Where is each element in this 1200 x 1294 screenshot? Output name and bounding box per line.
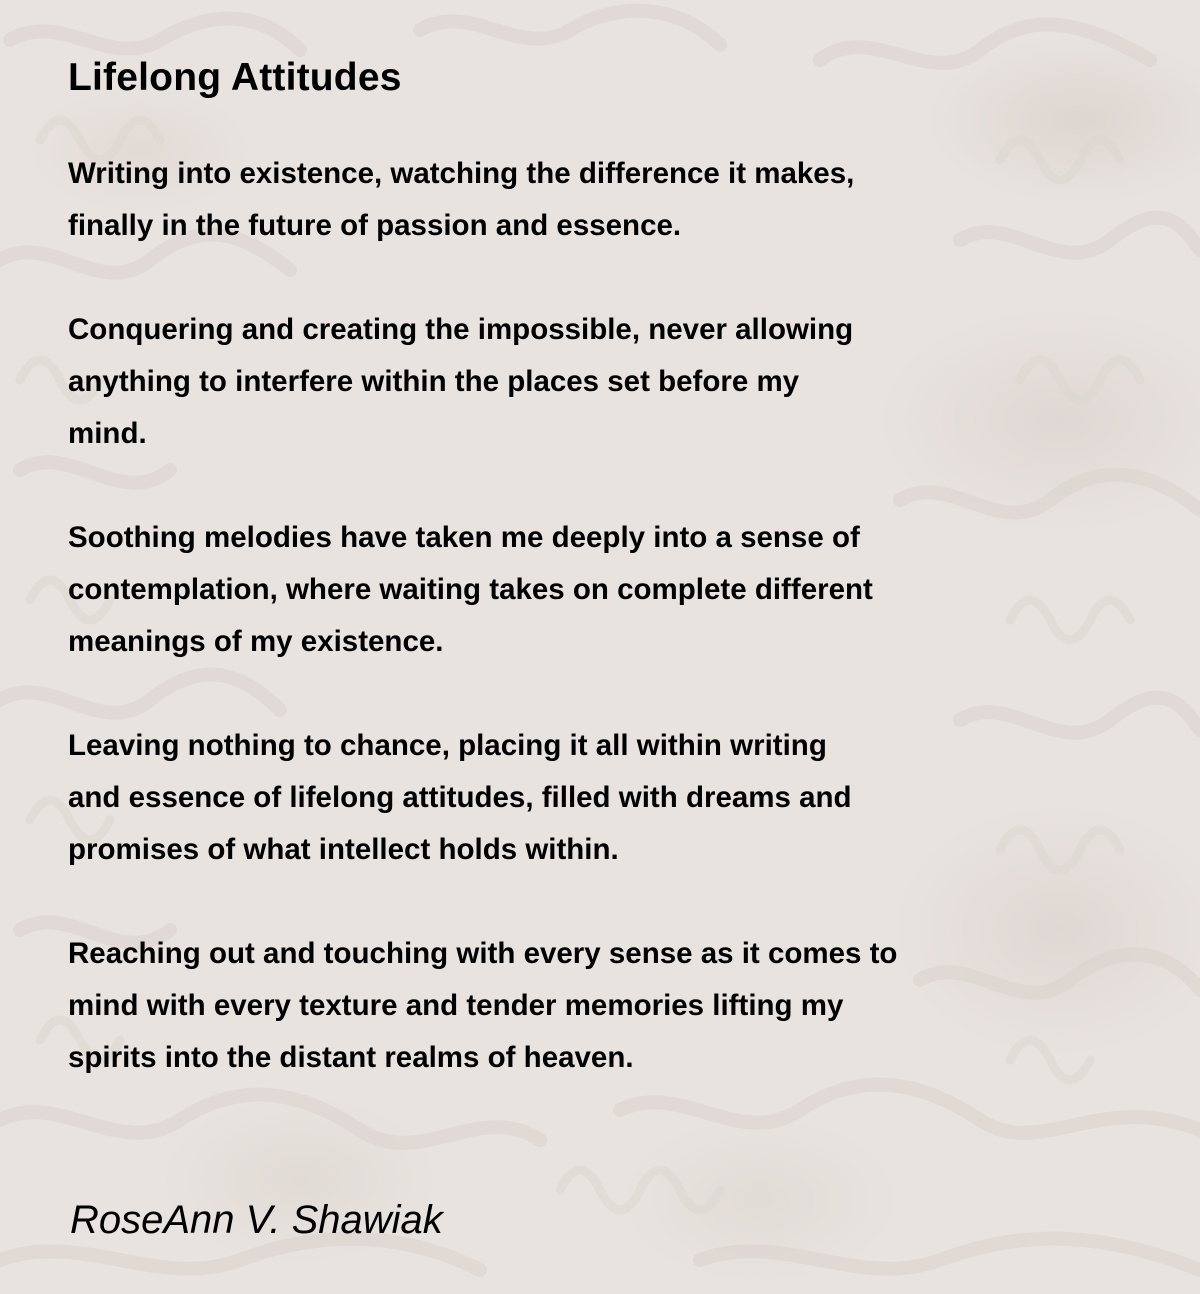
poem-content [68, 52, 1068, 1136]
poem-line: contemplation, where waiting takes on complete different [68, 573, 873, 606]
poem-author: RoseAnn V. Shawiak [70, 1198, 443, 1242]
poem-stanza [68, 928, 1068, 1084]
poem-line: Reaching out and touching with every sense as it comes to [68, 937, 898, 970]
poem-line: Conquering and creating the impossible, never allowing [68, 313, 854, 346]
poem-line: Writing into existence, watching the difference it makes, [68, 157, 855, 190]
poem-title: Lifelong Attitudes [68, 56, 402, 99]
poem-body [68, 148, 1068, 1084]
poem-line: promises of what intellect holds within. [68, 833, 619, 866]
poem-line: finally in the future of passion and essence. [68, 209, 682, 242]
poem-line: and essence of lifelong attitudes, filled with dreams and [68, 781, 852, 814]
poem-stanza [68, 148, 1068, 252]
poem-line: anything to interfere within the places set before my [68, 365, 800, 398]
poem-stanza [68, 512, 1068, 668]
poem-line: spirits into the distant realms of heaven. [68, 1041, 634, 1074]
poem-stanza [68, 720, 1068, 876]
poem-stanza [68, 304, 1068, 460]
poem-line: mind. [68, 417, 147, 450]
poem-line: mind with every texture and tender memories lifting my [68, 989, 844, 1022]
poem-line: meanings of my existence. [68, 625, 444, 658]
poem-line: Soothing melodies have taken me deeply into a sense of [68, 521, 860, 554]
poem-line: Leaving nothing to chance, placing it all within writing [68, 729, 827, 762]
